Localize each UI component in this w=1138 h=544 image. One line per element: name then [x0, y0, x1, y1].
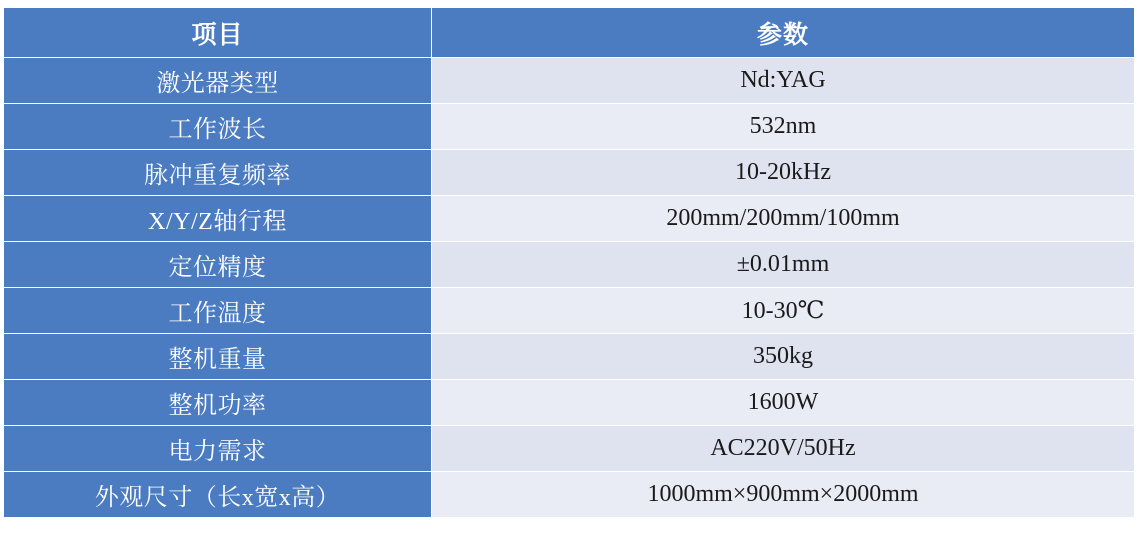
row-value: Nd:YAG [432, 58, 1135, 104]
row-item-label: 脉冲重复频率 [4, 150, 432, 196]
row-item-label: 工作温度 [4, 288, 432, 334]
row-value: ±0.01mm [432, 242, 1135, 288]
row-item-label: 电力需求 [4, 426, 432, 472]
specifications-table [3, 7, 1135, 518]
row-value: 532nm [432, 104, 1135, 150]
table-header [4, 8, 1135, 58]
row-value: AC220V/50Hz [432, 426, 1135, 472]
table-body [4, 58, 1135, 518]
table-header-row [4, 8, 1135, 58]
table-row [4, 472, 1135, 518]
row-value: 10-30℃ [432, 288, 1135, 334]
table-row [4, 196, 1135, 242]
table-row [4, 288, 1135, 334]
table-row [4, 150, 1135, 196]
row-item-label: 整机功率 [4, 380, 432, 426]
row-value: 350kg [432, 334, 1135, 380]
row-value: 10-20kHz [432, 150, 1135, 196]
table-row [4, 380, 1135, 426]
column-header-item: 项目 [4, 8, 432, 58]
row-item-label: X/Y/Z轴行程 [4, 196, 432, 242]
column-header-value: 参数 [432, 8, 1135, 58]
table-row [4, 334, 1135, 380]
table-row [4, 242, 1135, 288]
row-item-label: 外观尺寸（长x宽x高） [4, 472, 432, 518]
row-value: 1600W [432, 380, 1135, 426]
row-value: 200mm/200mm/100mm [432, 196, 1135, 242]
row-item-label: 定位精度 [4, 242, 432, 288]
table-row [4, 104, 1135, 150]
row-value: 1000mm×900mm×2000mm [432, 472, 1135, 518]
row-item-label: 激光器类型 [4, 58, 432, 104]
row-item-label: 整机重量 [4, 334, 432, 380]
table-row [4, 58, 1135, 104]
row-item-label: 工作波长 [4, 104, 432, 150]
table-row [4, 426, 1135, 472]
